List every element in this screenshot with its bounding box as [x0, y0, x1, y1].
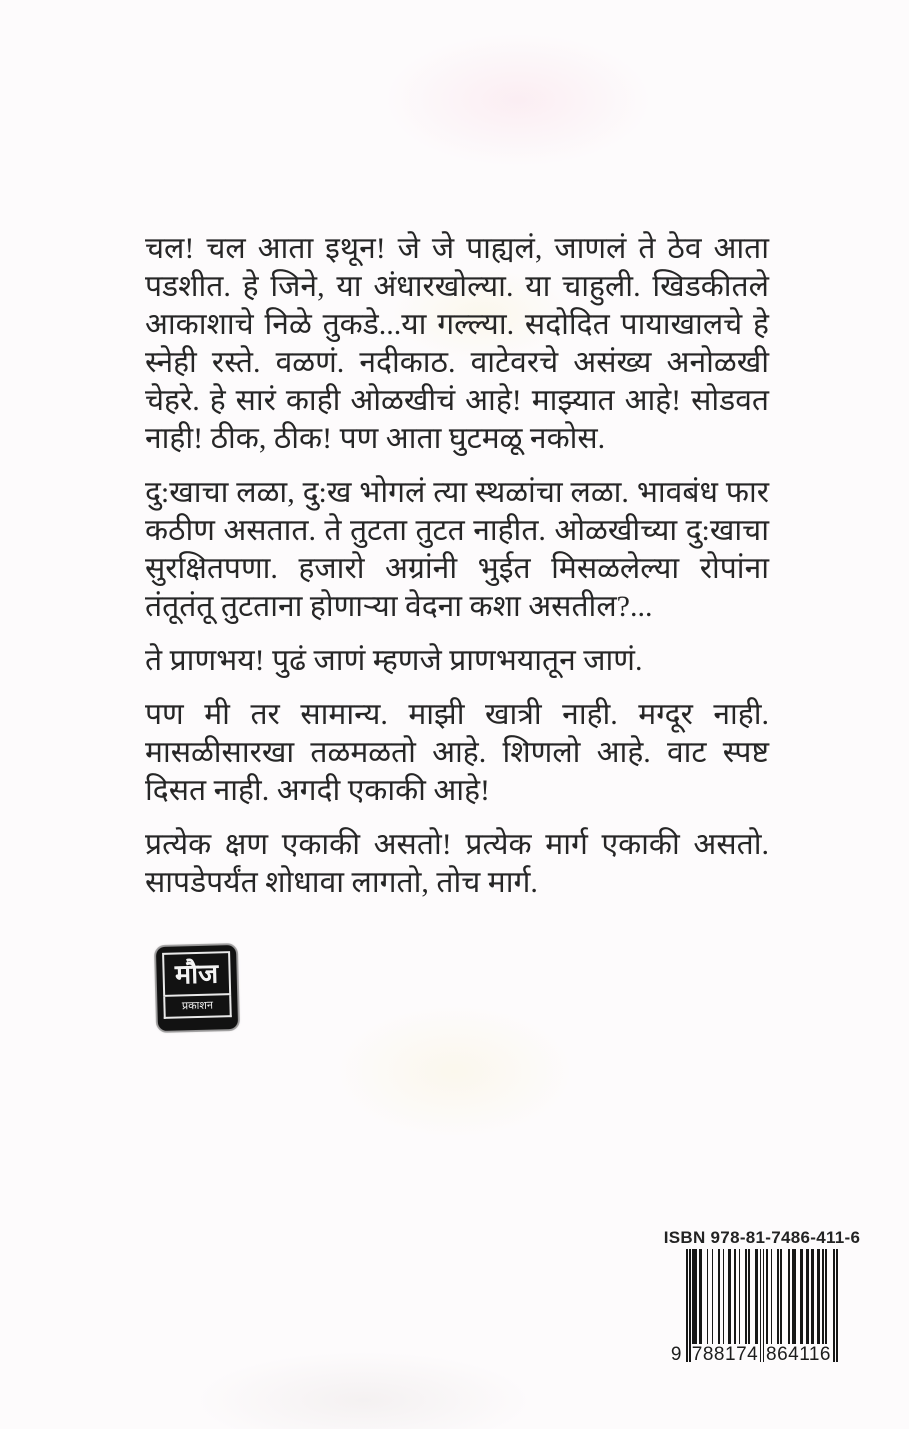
barcode-digit-first: 9 — [670, 1344, 682, 1365]
barcode-bar — [825, 1249, 827, 1349]
barcode-bar — [780, 1249, 782, 1349]
publisher-logo-title: मौज — [174, 957, 219, 990]
barcode-bar — [811, 1249, 814, 1349]
blurb-paragraph-5: प्रत्येक क्षण एकाकी असतो! प्रत्येक मार्ग एकाकी असतो. सापडेपर्यंत शोधावा लागतो, तोच मार्ग. — [145, 828, 769, 899]
barcode-bar — [699, 1249, 702, 1349]
barcode-bar — [755, 1249, 758, 1349]
barcode-bar — [728, 1249, 731, 1349]
barcode-bar — [833, 1249, 835, 1362]
blurb-paragraph-4: पण मी तर सामान्य. माझी खात्री नाही. मग्दूर नाही. मासळीसारखा तळमळतो आहे. शिणलो आहे. वाट स्पष्ट दिसत नाही. अगदी एकाकी आहे! — [145, 698, 769, 807]
barcode-bar — [692, 1249, 697, 1349]
barcode-bar — [686, 1249, 688, 1362]
barcode-bar — [788, 1249, 790, 1349]
barcode-bar — [836, 1249, 838, 1362]
publisher-logo-frame — [162, 951, 231, 997]
barcode-bar — [739, 1249, 741, 1349]
publisher-stamp-logo — [156, 945, 238, 1031]
barcode-bar — [712, 1249, 714, 1349]
blurb-paragraph-1: चल! चल आता इथून! जे जे पाह्यलं, जाणलं ते ठेव आता पडशीत. हे जिने, या अंधारखोल्या. या चाहुली. खिडकीतले आकाशाचे निळे तुकडे...या गल्ल्या. सदोदित पायाखालचे हे स्नेही रस्ते. वळणं. नदीकाठ. वाटेवरचे असंख्य अनोळखी चेहरे. हे सारं काही ओळखीचं आहे! माझ्यात आहे! सोडवत नाही! ठीक, ठीक! पण आता घुटमळू नकोस. — [145, 232, 769, 455]
barcode-bar — [822, 1249, 824, 1349]
barcode-bar — [748, 1249, 750, 1349]
blurb-text-block — [145, 230, 769, 902]
barcode-bar — [734, 1249, 736, 1349]
barcode-bar — [723, 1249, 725, 1349]
barcode-digits-group1: 788174 — [691, 1344, 759, 1365]
publisher-logo-subtitle: प्रकाशन — [181, 999, 214, 1012]
barcode-bar — [800, 1249, 803, 1349]
barcode-bar — [760, 1249, 762, 1362]
barcode-bar — [745, 1249, 747, 1349]
barcode-bar — [771, 1249, 773, 1349]
barcode-bar — [707, 1249, 709, 1349]
barcode-bar — [792, 1249, 797, 1349]
isbn-label: ISBN 978-81-7486-411-6 — [663, 1228, 861, 1247]
barcode-bar — [766, 1249, 768, 1349]
publisher-logo-strip — [163, 995, 232, 1019]
barcode-bar — [806, 1249, 809, 1349]
barcode-bar — [718, 1249, 720, 1349]
blurb-paragraph-2: दु:खाचा लळा, दु:ख भोगलं त्या स्थळांचा लळा. भावबंध फार कठीण असतात. ते तुटता तुटत नाहीत. ओळखीच्या दु:खाचा सुरक्षितपणा. हजारो अग्रांनी भुईत मिसळलेल्या रोपांना तंतूतंतू तुटताना होणाऱ्या वेदना कशा असतील?... — [145, 476, 769, 623]
blurb-paragraph-3: ते प्राणभय! पुढं जाणं म्हणजे प्राणभयातून जाणं. — [145, 644, 643, 677]
barcode-digits-group2: 864116 — [766, 1344, 831, 1365]
barcode-bar — [817, 1249, 820, 1349]
ean13-barcode — [670, 1249, 838, 1367]
barcode-bar — [777, 1249, 779, 1349]
